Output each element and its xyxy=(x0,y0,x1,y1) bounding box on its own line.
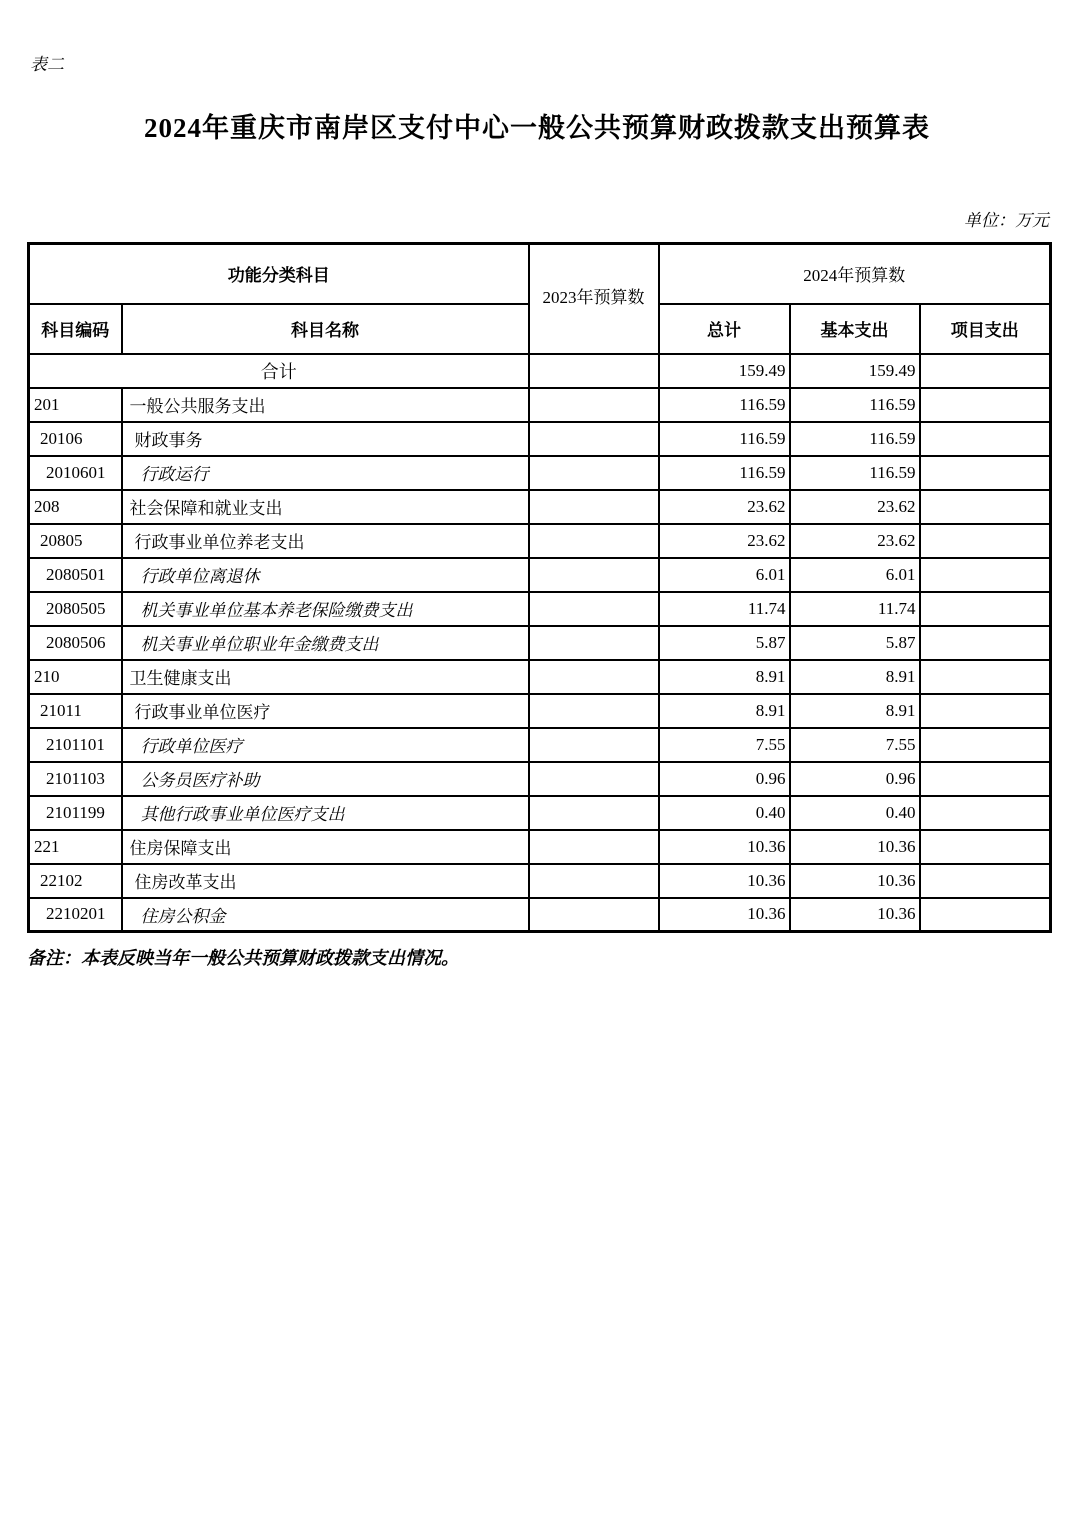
cell-2024-total: 10.36 xyxy=(659,864,790,898)
cell-2023-budget xyxy=(529,524,659,558)
cell-subject-code: 201 xyxy=(29,388,122,422)
cell-2023-budget xyxy=(529,354,659,388)
cell-2024-project xyxy=(920,694,1051,728)
cell-subject-code: 2080506 xyxy=(29,626,122,660)
cell-subject-code: 210 xyxy=(29,660,122,694)
cell-2024-project xyxy=(920,762,1051,796)
cell-subject-name: 一般公共服务支出 xyxy=(122,388,529,422)
cell-subject-name: 合计 xyxy=(29,354,529,388)
cell-2024-total: 159.49 xyxy=(659,354,790,388)
cell-2024-project xyxy=(920,626,1051,660)
cell-subject-code: 2080501 xyxy=(29,558,122,592)
header-project-expense: 项目支出 xyxy=(920,304,1051,354)
cell-2024-total: 5.87 xyxy=(659,626,790,660)
cell-2024-project xyxy=(920,898,1051,932)
cell-subject-code: 2101101 xyxy=(29,728,122,762)
cell-2024-total: 10.36 xyxy=(659,830,790,864)
cell-subject-name: 住房公积金 xyxy=(122,898,529,932)
cell-2023-budget xyxy=(529,762,659,796)
cell-2024-basic: 23.62 xyxy=(790,524,920,558)
header-total: 总计 xyxy=(659,304,790,354)
cell-subject-name: 行政单位离退休 xyxy=(122,558,529,592)
cell-2023-budget xyxy=(529,898,659,932)
cell-2024-total: 8.91 xyxy=(659,694,790,728)
cell-subject-name: 行政运行 xyxy=(122,456,529,490)
cell-2024-basic: 8.91 xyxy=(790,660,920,694)
cell-2023-budget xyxy=(529,490,659,524)
cell-2024-basic: 6.01 xyxy=(790,558,920,592)
table-row xyxy=(29,592,1051,626)
table-row xyxy=(29,354,1051,388)
page-title: 2024年重庆市南岸区支付中心一般公共预算财政拨款支出预算表 xyxy=(144,113,930,143)
budget-table xyxy=(27,242,1052,933)
cell-2024-basic: 116.59 xyxy=(790,422,920,456)
cell-2024-project xyxy=(920,388,1051,422)
table-row xyxy=(29,864,1051,898)
cell-subject-name: 住房改革支出 xyxy=(122,864,529,898)
cell-subject-name: 公务员医疗补助 xyxy=(122,762,529,796)
cell-2023-budget xyxy=(529,830,659,864)
cell-subject-code: 2010601 xyxy=(29,456,122,490)
table-row xyxy=(29,898,1051,932)
table-row xyxy=(29,762,1051,796)
cell-2024-total: 7.55 xyxy=(659,728,790,762)
cell-2023-budget xyxy=(529,694,659,728)
cell-2024-project xyxy=(920,728,1051,762)
cell-2023-budget xyxy=(529,388,659,422)
cell-subject-code: 2080505 xyxy=(29,592,122,626)
cell-2024-basic: 7.55 xyxy=(790,728,920,762)
table-row xyxy=(29,456,1051,490)
cell-2024-project xyxy=(920,490,1051,524)
cell-2024-total: 116.59 xyxy=(659,422,790,456)
cell-2024-total: 6.01 xyxy=(659,558,790,592)
cell-2024-basic: 23.62 xyxy=(790,490,920,524)
header-subject-code: 科目编码 xyxy=(29,304,122,354)
cell-2024-basic: 10.36 xyxy=(790,830,920,864)
cell-2024-total: 8.91 xyxy=(659,660,790,694)
header-2024-budget: 2024年预算数 xyxy=(659,244,1051,304)
cell-subject-code: 20805 xyxy=(29,524,122,558)
cell-2023-budget xyxy=(529,592,659,626)
cell-2024-project xyxy=(920,524,1051,558)
cell-2023-budget xyxy=(529,558,659,592)
table-row xyxy=(29,660,1051,694)
cell-2024-project xyxy=(920,592,1051,626)
cell-2024-total: 116.59 xyxy=(659,388,790,422)
cell-2024-basic: 0.96 xyxy=(790,762,920,796)
cell-2024-basic: 116.59 xyxy=(790,388,920,422)
cell-subject-code: 2101103 xyxy=(29,762,122,796)
cell-2024-total: 10.36 xyxy=(659,898,790,932)
cell-2023-budget xyxy=(529,456,659,490)
header-2023-budget xyxy=(529,244,659,354)
cell-2024-basic: 8.91 xyxy=(790,694,920,728)
cell-subject-name: 行政单位医疗 xyxy=(122,728,529,762)
table-row xyxy=(29,728,1051,762)
cell-subject-name: 行政事业单位养老支出 xyxy=(122,524,529,558)
cell-2024-total: 0.96 xyxy=(659,762,790,796)
unit-label: 单位：万元 xyxy=(964,211,1049,230)
cell-2024-basic: 5.87 xyxy=(790,626,920,660)
cell-2024-project xyxy=(920,864,1051,898)
cell-2024-basic: 10.36 xyxy=(790,864,920,898)
cell-subject-code: 2101199 xyxy=(29,796,122,830)
footnote: 备注：本表反映当年一般公共预算财政拨款支出情况。 xyxy=(27,948,459,968)
cell-2024-project xyxy=(920,558,1051,592)
table-row xyxy=(29,694,1051,728)
cell-2023-budget xyxy=(529,728,659,762)
cell-subject-name: 社会保障和就业支出 xyxy=(122,490,529,524)
cell-subject-name: 住房保障支出 xyxy=(122,830,529,864)
cell-2024-project xyxy=(920,660,1051,694)
table-row xyxy=(29,796,1051,830)
cell-subject-code: 221 xyxy=(29,830,122,864)
table-row xyxy=(29,558,1051,592)
cell-2023-budget xyxy=(529,626,659,660)
cell-subject-name: 卫生健康支出 xyxy=(122,660,529,694)
table-number-label: 表二 xyxy=(30,55,64,74)
cell-2024-total: 11.74 xyxy=(659,592,790,626)
table-row xyxy=(29,524,1051,558)
cell-2024-basic: 11.74 xyxy=(790,592,920,626)
header-row-1 xyxy=(29,244,1051,304)
header-2023-text: 2023年预算数 xyxy=(542,288,645,308)
table-row xyxy=(29,388,1051,422)
cell-2024-basic: 0.40 xyxy=(790,796,920,830)
table-row xyxy=(29,490,1051,524)
cell-subject-code: 208 xyxy=(29,490,122,524)
header-subject-name: 科目名称 xyxy=(122,304,529,354)
cell-2024-basic: 116.59 xyxy=(790,456,920,490)
cell-subject-name: 其他行政事业单位医疗支出 xyxy=(122,796,529,830)
table-row xyxy=(29,626,1051,660)
cell-2024-project xyxy=(920,830,1051,864)
cell-2024-total: 23.62 xyxy=(659,524,790,558)
cell-2023-budget xyxy=(529,660,659,694)
cell-subject-name: 行政事业单位医疗 xyxy=(122,694,529,728)
cell-subject-name: 机关事业单位职业年金缴费支出 xyxy=(122,626,529,660)
cell-2023-budget xyxy=(529,864,659,898)
cell-2024-total: 23.62 xyxy=(659,490,790,524)
header-func-group: 功能分类科目 xyxy=(29,244,529,304)
cell-subject-code: 2210201 xyxy=(29,898,122,932)
cell-2024-total: 116.59 xyxy=(659,456,790,490)
cell-2024-project xyxy=(920,422,1051,456)
cell-2023-budget xyxy=(529,796,659,830)
cell-subject-code: 21011 xyxy=(29,694,122,728)
cell-2024-basic: 10.36 xyxy=(790,898,920,932)
cell-2024-basic: 159.49 xyxy=(790,354,920,388)
cell-subject-name: 财政事务 xyxy=(122,422,529,456)
cell-2024-project xyxy=(920,796,1051,830)
table-body xyxy=(29,354,1051,932)
table-row xyxy=(29,830,1051,864)
cell-2024-total: 0.40 xyxy=(659,796,790,830)
header-basic-expense: 基本支出 xyxy=(790,304,920,354)
cell-subject-code: 22102 xyxy=(29,864,122,898)
cell-subject-name: 机关事业单位基本养老保险缴费支出 xyxy=(122,592,529,626)
cell-subject-code: 20106 xyxy=(29,422,122,456)
table-row xyxy=(29,422,1051,456)
cell-2024-project xyxy=(920,456,1051,490)
cell-2024-project xyxy=(920,354,1051,388)
cell-2023-budget xyxy=(529,422,659,456)
